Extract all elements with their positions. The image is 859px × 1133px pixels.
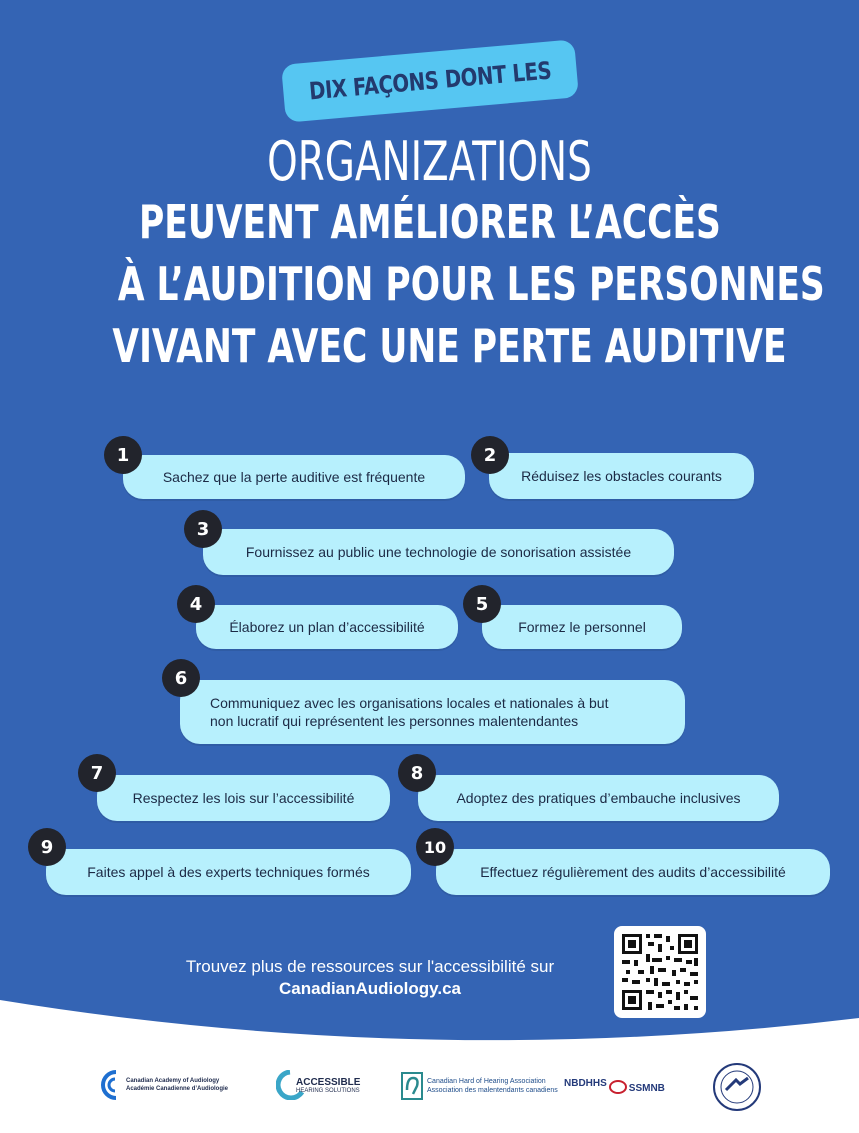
logo-chha: Canadian Hard of Hearing Association Association des malentendants canadiens [401,1072,558,1100]
tip-text-2: Réduisez les obstacles courants [521,468,722,484]
tip-text-9: Faites appel à des experts techniques formés [87,864,370,880]
tip-item-6 [180,680,685,744]
tip-text-1: Sachez que la perte auditive est fréquente [162,469,426,485]
tip-text-4: Élaborez un plan d’accessibilité [229,619,425,635]
tip-text-6-line-2: non lucratif qui représentent les personnes malentendantes [210,713,579,729]
tip-text-7: Respectez les lois sur l’accessibilité [132,790,355,806]
tip-text-10: Effectuez régulièrement des audits d’accessibilité [480,864,786,880]
tip-number-1: 1 [104,436,142,474]
tip-number-8: 8 [398,754,436,792]
qr-code[interactable] [614,926,706,1018]
tip-number-10: 10 [416,828,454,866]
tip-text-8: Adoptez des pratiques d’embauche inclusives [456,790,741,806]
chha-logo-icon [401,1072,423,1100]
logo-canadian-academy-of-audiology: Canadian Academy of Audiology Académie Canadienne d’Audiologie [96,1068,228,1102]
headline-line-3: À L’AUDITION POUR LES PERSONNES [117,257,825,311]
ear-logo-icon [609,1080,627,1094]
cta-url-link[interactable]: CanadianAudiology.ca [279,979,461,998]
tip-number-4: 4 [177,585,215,623]
tip-number-5: 5 [463,585,501,623]
tip-item-8 [418,775,779,821]
logo-nbdhhs-ssmnb: NBDHHS SSMNB [564,1077,665,1094]
headline-line-4: VIVANT AVEC UNE PERTE AUDITIVE [112,319,787,373]
headline-organizations: ORGANIZATIONS [267,130,592,193]
tip-text-3: Fournissez au public une technologie de sonorisation assistée [245,544,632,560]
tip-item-5 [482,605,682,649]
tip-number-2: 2 [471,436,509,474]
tip-text-5: Formez le personnel [518,619,646,635]
tip-item-9 [46,849,411,895]
headline-line-2: PEUVENT AMÉLIORER L’ACCÈS [138,195,721,249]
tip-item-3 [203,529,674,575]
tip-number-3: 3 [184,510,222,548]
tip-number-6: 6 [162,659,200,697]
tip-item-10 [436,849,830,895]
tip-item-4 [196,605,458,649]
seal-logo-icon [712,1062,762,1112]
logo-accessible-hearing-solutions: ACCESSIBLE HEARING SOLUTIONS [276,1070,360,1100]
logo-round-seal [712,1062,762,1112]
tip-number-9: 9 [28,828,66,866]
cta-text: Trouvez plus de ressources sur l'accessibilité sur [185,957,555,976]
caa-logo-icon [96,1068,122,1102]
tip-item-7 [97,775,390,821]
resources-cta [120,956,620,1000]
tip-text-6-line-1: Communiquez avec les organisations locales et nationales à but [210,695,609,711]
tip-item-1 [123,455,465,499]
tip-item-2 [489,453,754,499]
badge-text: DIX FAÇONS DONT LES [307,56,553,106]
qr-code-icon [614,926,706,1018]
tip-number-7: 7 [78,754,116,792]
